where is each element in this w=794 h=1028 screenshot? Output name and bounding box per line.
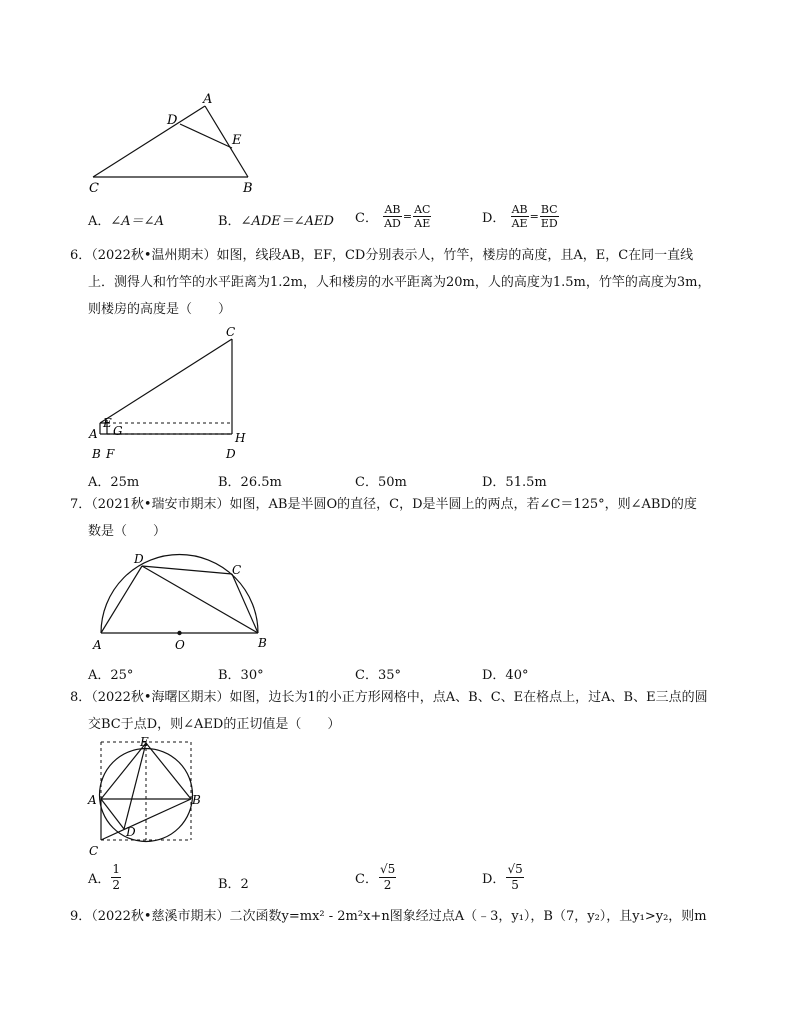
q7-option-d: D．40°	[482, 668, 529, 683]
q6-label-C: C	[226, 325, 236, 339]
q8-option-c: C． $\frac{√5}{2}$	[355, 862, 396, 892]
q7-stem-line-2: 数是（ ）	[88, 524, 167, 539]
q7-option-b: B．30°	[218, 668, 264, 683]
q5-label-E: E	[232, 133, 242, 148]
q5-option-b: B．∠ADE＝∠AED	[218, 214, 334, 229]
q7-label-D: D	[134, 552, 144, 566]
q6-stem-line-1: 6．（2022秋•温州期末）如图，线段AB，EF，CD分别表示人，竹竿，楼房的高度，且A，E，C在同一直线	[70, 248, 694, 263]
q7-option-a: A．25°	[88, 668, 134, 683]
q8-grid-circle-figure	[80, 735, 220, 860]
q5-triangle-figure	[80, 88, 280, 198]
q6-label-A: A	[89, 427, 98, 441]
q8-label-C: C	[89, 844, 99, 858]
q6-label-H: H	[235, 431, 246, 445]
q6-option-a: A．25m	[88, 475, 140, 490]
q7-option-c: C．35°	[355, 668, 401, 683]
q6-label-F: F	[106, 447, 115, 461]
q6-stem-line-3: 则楼房的高度是（ ）	[88, 302, 232, 317]
q8-label-A: A	[88, 793, 97, 807]
q8-stem-line-2: 交BC于点D，则∠AED的正切值是（ ）	[88, 717, 341, 732]
q8-option-a: A． $\frac{1}{2}$	[88, 862, 121, 892]
q7-label-B: B	[258, 636, 267, 650]
q8-label-E: E	[140, 735, 149, 749]
q6-building-figure	[80, 322, 280, 462]
q6-label-B: B	[92, 447, 101, 461]
q5-label-A: A	[203, 92, 213, 107]
q8-label-D: D	[126, 825, 136, 839]
q6-option-c: C．50m	[355, 475, 407, 490]
q8-label-B: B	[192, 793, 201, 807]
q7-label-C: C	[232, 563, 242, 577]
q6-label-G: G	[113, 424, 123, 438]
q5-option-a: A．∠A＝∠A	[88, 214, 164, 229]
q7-semicircle-figure	[80, 545, 280, 655]
q9-stem-line-1: 9．（2022秋•慈溪市期末）二次函数y=mx² - 2m²x+n图象经过点A（﹣3，y₁），B（7，y₂），且y₁>y₂，则m	[70, 909, 707, 924]
q8-option-d: D． $\frac{√5}{5}$	[482, 862, 523, 892]
q5-label-D: D	[167, 113, 178, 128]
q7-label-A: A	[93, 638, 102, 652]
q5-label-B: B	[243, 181, 253, 196]
q5-label-C: C	[89, 181, 99, 196]
q7-label-O: O	[175, 638, 185, 652]
q6-label-E: E	[103, 416, 112, 430]
q6-stem-line-2: 上．测得人和竹竿的水平距离为1.2m，人和楼房的水平距离为20m，人的高度为1.5m，竹竿的高度为3m，	[88, 275, 711, 290]
q6-option-d: D．51.5m	[482, 475, 547, 490]
q6-option-b: B．26.5m	[218, 475, 282, 490]
q5-option-d: D． $\frac{AB}{AE}$ = $\frac{BC}{ED}$	[482, 203, 558, 230]
q6-label-D: D	[226, 447, 236, 461]
q7-stem-line-1: 7．（2021秋•瑞安市期末）如图，AB是半圆O的直径，C，D是半圆上的两点，若∠C＝125°，则∠ABD的度	[70, 497, 697, 512]
q8-stem-line-1: 8．（2022秋•海曙区期末）如图，边长为1的小正方形网格中，点A、B、C、E在格点上，过A、B、E三点的圆	[70, 690, 708, 705]
q8-option-b: B．2	[218, 877, 249, 892]
q5-option-c: C． $\frac{AB}{AD}$ = $\frac{AC}{AE}$	[355, 203, 431, 230]
